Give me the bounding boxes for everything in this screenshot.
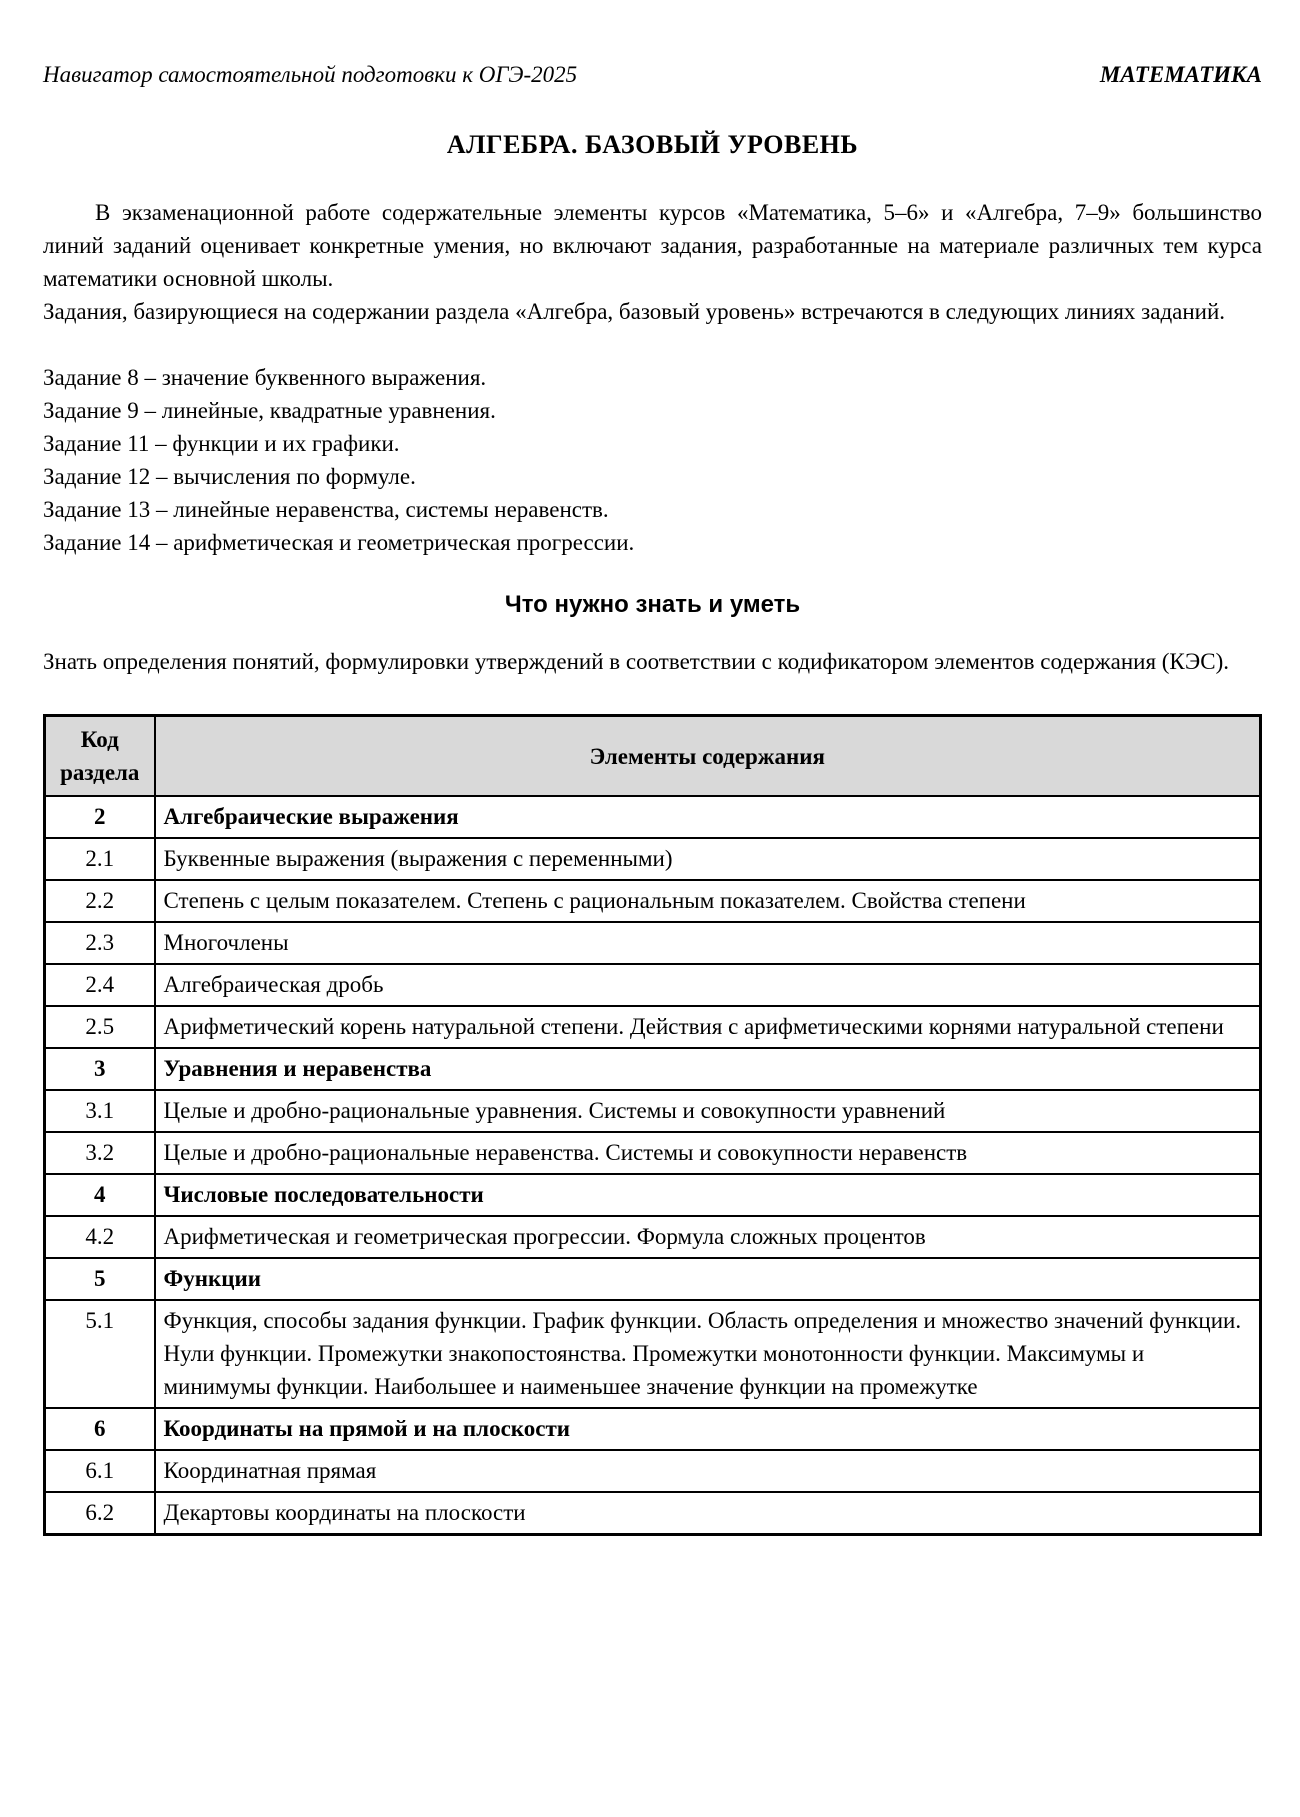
table-row <box>45 1048 1261 1090</box>
task-item: Задание 12 – вычисления по формуле. <box>43 464 416 489</box>
table-row <box>45 1216 1261 1258</box>
row-code: 4.2 <box>45 1216 155 1258</box>
section-heading: Что нужно знать и уметь <box>504 591 801 618</box>
task-item: Задание 14 – арифметическая и геометрическая прогрессии. <box>43 530 635 555</box>
row-code: 3.2 <box>45 1132 155 1174</box>
table-row <box>45 1174 1261 1216</box>
row-text: Декартовы координаты на плоскости <box>155 1492 1261 1535</box>
table-row <box>45 1006 1261 1048</box>
row-code: 2.1 <box>45 838 155 880</box>
row-text: Степень с целым показателем. Степень с рациональным показателем. Свойства степени <box>155 880 1261 922</box>
page-title: АЛГЕБРА. БАЗОВЫЙ УРОВЕНЬ <box>446 130 859 159</box>
column-header-elements: Элементы содержания <box>155 716 1261 797</box>
row-code: 3 <box>45 1048 155 1090</box>
header-left-title: Навигатор самостоятельной подготовки к ОГЭ-2025 <box>43 62 578 87</box>
row-code: 6.2 <box>45 1492 155 1535</box>
table-row <box>45 1300 1261 1408</box>
row-text: Арифметический корень натуральной степени. Действия с арифметическими корнями натуральной степени <box>155 1006 1261 1048</box>
row-text: Уравнения и неравенства <box>155 1048 1261 1090</box>
row-text: Арифметическая и геометрическая прогрессии. Формула сложных процентов <box>155 1216 1261 1258</box>
row-code: 2 <box>45 796 155 838</box>
running-header <box>43 62 1262 88</box>
table-row <box>45 1090 1261 1132</box>
row-code: 4 <box>45 1174 155 1216</box>
table-row <box>45 1450 1261 1492</box>
row-text: Целые и дробно-рациональные неравенства. Системы и совокупности неравенств <box>155 1132 1261 1174</box>
intro-paragraph-2: Задания, базирующиеся на содержании раздела «Алгебра, базовый уровень» встречаются в следующих линиях заданий. <box>43 299 1226 324</box>
intro-block <box>43 196 1262 328</box>
row-code: 2.5 <box>45 1006 155 1048</box>
table-row <box>45 796 1261 838</box>
table-header-row <box>45 716 1261 797</box>
row-text: Функции <box>155 1258 1261 1300</box>
table-row <box>45 1258 1261 1300</box>
row-code: 5 <box>45 1258 155 1300</box>
table-row <box>45 922 1261 964</box>
task-item: Задание 13 – линейные неравенства, системы неравенств. <box>43 497 609 522</box>
row-code: 2.4 <box>45 964 155 1006</box>
row-code: 2.2 <box>45 880 155 922</box>
row-text: Координатная прямая <box>155 1450 1261 1492</box>
intro-paragraph-1: В экзаменационной работе содержательные элементы курсов «Математика, 5–6» и «Алгебра, 7–9» большинство линий заданий оценивает конкретные умения, но включают задания, разработанные на материале различных тем курса математики основной школы. <box>43 200 1262 291</box>
row-code: 6.1 <box>45 1450 155 1492</box>
row-text: Числовые последовательности <box>155 1174 1261 1216</box>
row-text: Алгебраическая дробь <box>155 964 1261 1006</box>
header-right-subject: МАТЕМАТИКА <box>1099 62 1262 87</box>
row-text: Многочлены <box>155 922 1261 964</box>
table-row <box>45 964 1261 1006</box>
row-text: Целые и дробно-рациональные уравнения. Системы и совокупности уравнений <box>155 1090 1261 1132</box>
task-item: Задание 11 – функции и их графики. <box>43 431 400 456</box>
task-list <box>43 361 1262 559</box>
task-item: Задание 9 – линейные, квадратные уравнения. <box>43 398 496 423</box>
task-item: Задание 8 – значение буквенного выражения. <box>43 365 487 390</box>
row-text: Буквенные выражения (выражения с переменными) <box>155 838 1261 880</box>
table-row <box>45 1132 1261 1174</box>
row-text: Функция, способы задания функции. График функции. Область определения и множество значений функции. Нули функции. Промежутки знакопостоянства. Промежутки монотонности функции. Максимумы и минимумы функции. Наибольшее и наименьшее значение функции на промежутке <box>155 1300 1261 1408</box>
know-paragraph: Знать определения понятий, формулировки утверждений в соответствии с кодификатором элементов содержания (КЭС). <box>43 649 1229 674</box>
table-row <box>45 1492 1261 1535</box>
table-row <box>45 838 1261 880</box>
content-elements-table <box>43 714 1262 1536</box>
row-code: 6 <box>45 1408 155 1450</box>
row-code: 5.1 <box>45 1300 155 1408</box>
row-code: 2.3 <box>45 922 155 964</box>
row-code: 3.1 <box>45 1090 155 1132</box>
table-row <box>45 880 1261 922</box>
table-row <box>45 1408 1261 1450</box>
row-text: Алгебраические выражения <box>155 796 1261 838</box>
row-text: Координаты на прямой и на плоскости <box>155 1408 1261 1450</box>
column-header-code: Код раздела <box>45 716 155 797</box>
